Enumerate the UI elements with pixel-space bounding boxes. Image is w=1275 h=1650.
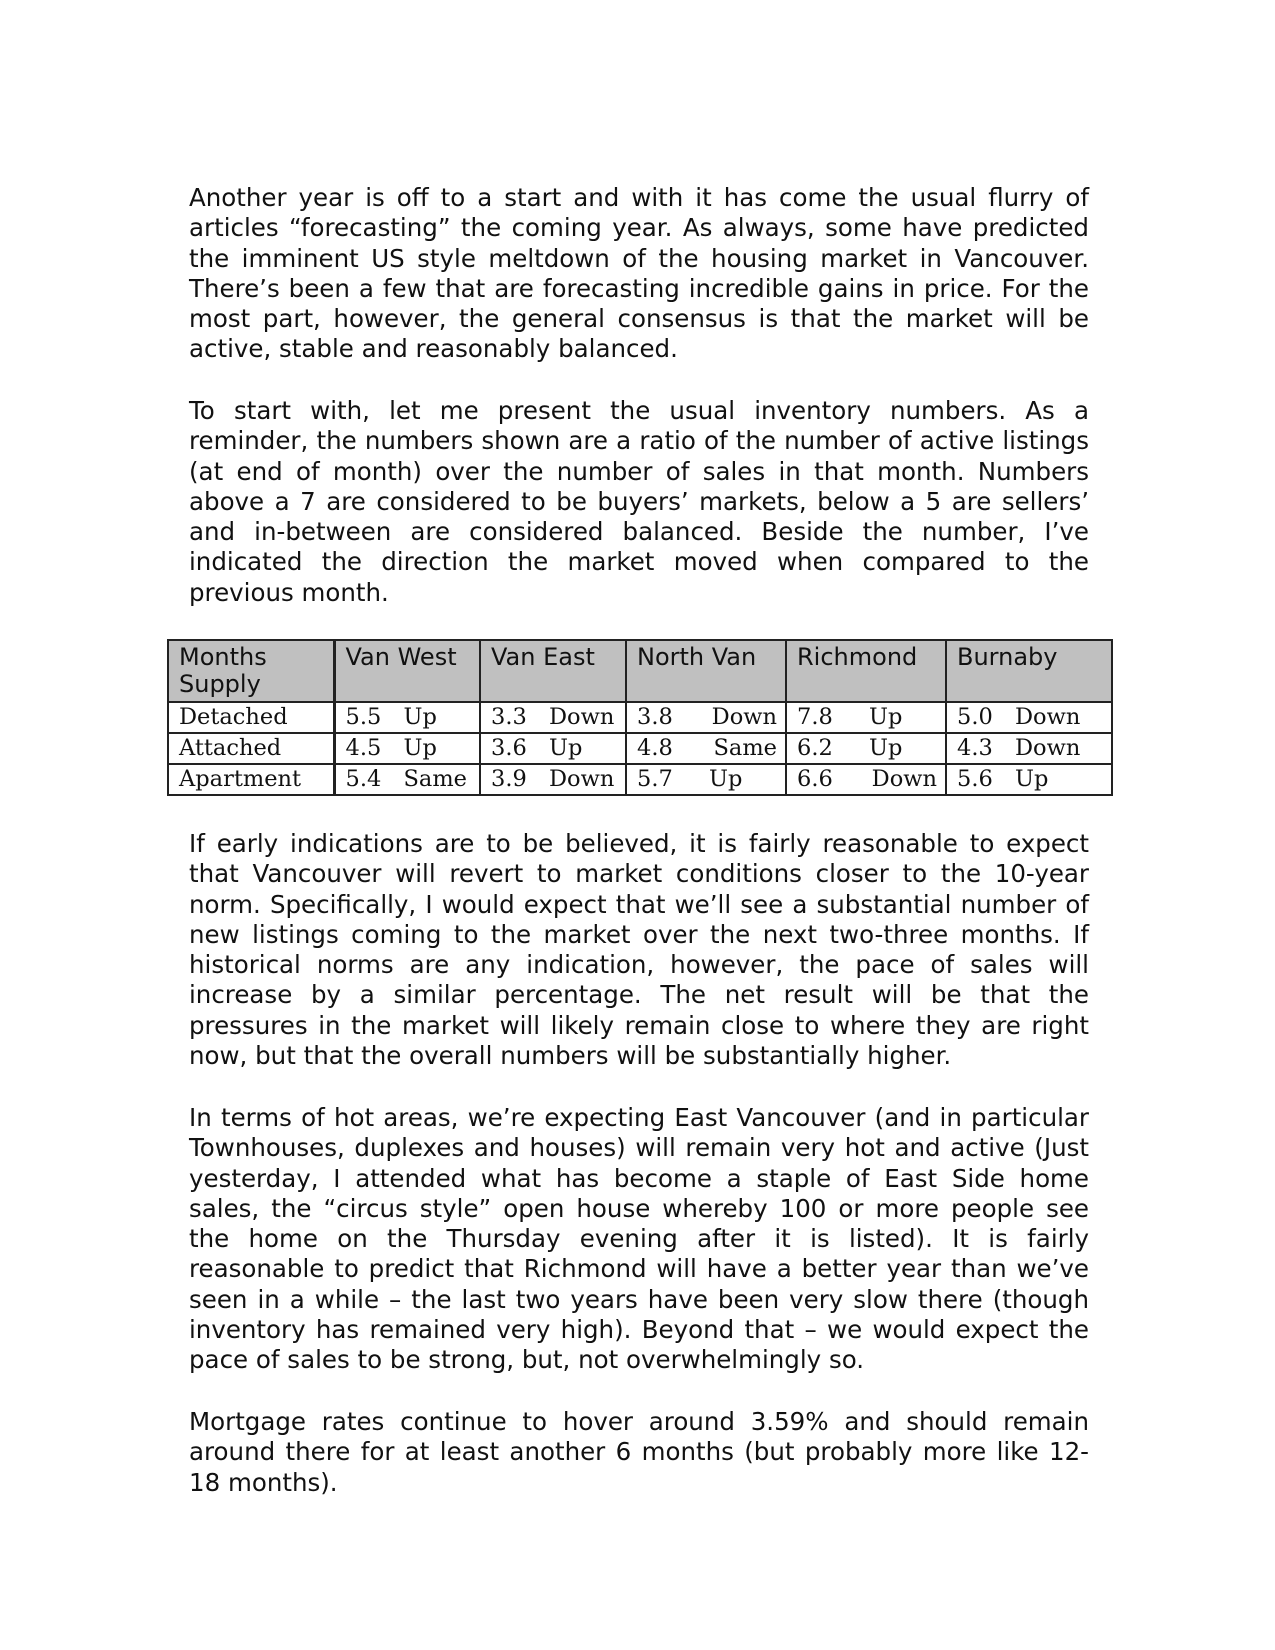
cell-value: 5.6 bbox=[957, 766, 993, 792]
table-cell bbox=[946, 733, 1112, 764]
cell-value: 5.4 bbox=[345, 766, 382, 792]
row-label-apartment: Apartment bbox=[168, 764, 334, 795]
cell-direction: Up bbox=[403, 704, 437, 730]
cell-direction: Down bbox=[1015, 704, 1081, 730]
cell-direction: Down bbox=[549, 704, 615, 730]
table-header-row bbox=[168, 640, 1112, 702]
cell-value: 3.6 bbox=[491, 735, 527, 761]
cell-direction: Up bbox=[709, 766, 743, 792]
table-row bbox=[168, 733, 1112, 764]
cell-value: 5.0 bbox=[957, 704, 993, 730]
cell-direction: Up bbox=[869, 735, 903, 761]
cell-value: 4.3 bbox=[957, 735, 993, 761]
cell-direction: Up bbox=[1015, 766, 1049, 792]
table-cell bbox=[786, 733, 946, 764]
cell-direction: Down bbox=[711, 704, 777, 730]
cell-value: 4.8 bbox=[637, 735, 673, 761]
header-van-east: Van East bbox=[480, 640, 626, 702]
cell-value: 3.9 bbox=[491, 766, 527, 792]
table-cell bbox=[626, 702, 786, 733]
table-row bbox=[168, 702, 1112, 733]
cell-direction: Up bbox=[403, 735, 437, 761]
header-richmond: Richmond bbox=[786, 640, 946, 702]
cell-value: 6.6 bbox=[797, 766, 833, 792]
table-cell bbox=[786, 764, 946, 795]
cell-direction: Same bbox=[713, 735, 777, 761]
header-months-supply: Months Supply bbox=[168, 640, 334, 702]
table-cell bbox=[334, 764, 480, 795]
cell-direction: Same bbox=[403, 766, 467, 792]
header-north-van: North Van bbox=[626, 640, 786, 702]
row-label-attached: Attached bbox=[168, 733, 334, 764]
inventory-explanation-paragraph: To start with, let me present the usual inventory numbers. As a reminder, the numbers shown are a ratio of the number of active listings (at end of month) over the number of sales in that month. Numbers above a 7 are considered to be buyers’ markets, below a 5 are sellers’ and in-between are considered balanced. Beside the number, I’ve indicated the direction the market moved when compared to the previous month. bbox=[189, 396, 1089, 607]
table-cell bbox=[480, 702, 626, 733]
mortgage-rates-paragraph: Mortgage rates continue to hover around 3.59% and should remain around there for at least another 6 months (but probably more like 12-18 months). bbox=[189, 1407, 1089, 1497]
header-burnaby: Burnaby bbox=[946, 640, 1112, 702]
cell-value: 5.7 bbox=[637, 766, 673, 792]
table-cell bbox=[626, 764, 786, 795]
months-supply-table bbox=[167, 639, 1113, 796]
cell-direction: Down bbox=[1015, 735, 1081, 761]
cell-direction: Down bbox=[549, 766, 615, 792]
outlook-paragraph: If early indications are to be believed, it is fairly reasonable to expect that Vancouver will revert to market conditions closer to the 10-year norm. Specifically, I would expect that we’ll see a substantial number of new listings coming to the market over the next two-three months. If historical norms are any indication, however, the pace of sales will increase by a similar percentage. The net result will be that the pressures in the market will likely remain close to where they are right now, but that the overall numbers will be substantially higher. bbox=[189, 829, 1089, 1071]
intro-paragraph: Another year is off to a start and with it has come the usual flurry of articles “forecasting” the coming year. As always, some have predicted the imminent US style meltdown of the housing market in Vancouver. There’s been a few that are forecasting incredible gains in price. For the most part, however, the general consensus is that the market will be active, stable and reasonably balanced. bbox=[189, 183, 1089, 364]
header-van-west: Van West bbox=[334, 640, 480, 702]
table-cell bbox=[946, 702, 1112, 733]
cell-direction: Up bbox=[869, 704, 903, 730]
table-row bbox=[168, 764, 1112, 795]
cell-value: 6.2 bbox=[797, 735, 833, 761]
cell-value: 5.5 bbox=[345, 704, 382, 730]
row-label-detached: Detached bbox=[168, 702, 334, 733]
cell-direction: Up bbox=[549, 735, 583, 761]
table-cell bbox=[946, 764, 1112, 795]
table-cell bbox=[334, 733, 480, 764]
cell-direction: Down bbox=[871, 766, 937, 792]
cell-value: 7.8 bbox=[797, 704, 833, 730]
table-cell bbox=[626, 733, 786, 764]
cell-value: 3.8 bbox=[637, 704, 673, 730]
cell-value: 3.3 bbox=[491, 704, 527, 730]
table-cell bbox=[480, 764, 626, 795]
table-cell bbox=[334, 702, 480, 733]
table-cell bbox=[480, 733, 626, 764]
table-cell bbox=[786, 702, 946, 733]
hot-areas-paragraph: In terms of hot areas, we’re expecting East Vancouver (and in particular Townhouses, duplexes and houses) will remain very hot and active (Just yesterday, I attended what has become a staple of East Side home sales, the “circus style” open house whereby 100 or more people see the home on the Thursday evening after it is listed). It is fairly reasonable to predict that Richmond will have a better year than we’ve seen in a while – the last two years have been very slow there (though inventory has remained very high). Beyond that – we would expect the pace of sales to be strong, but, not overwhelmingly so. bbox=[189, 1103, 1089, 1375]
cell-value: 4.5 bbox=[345, 735, 382, 761]
